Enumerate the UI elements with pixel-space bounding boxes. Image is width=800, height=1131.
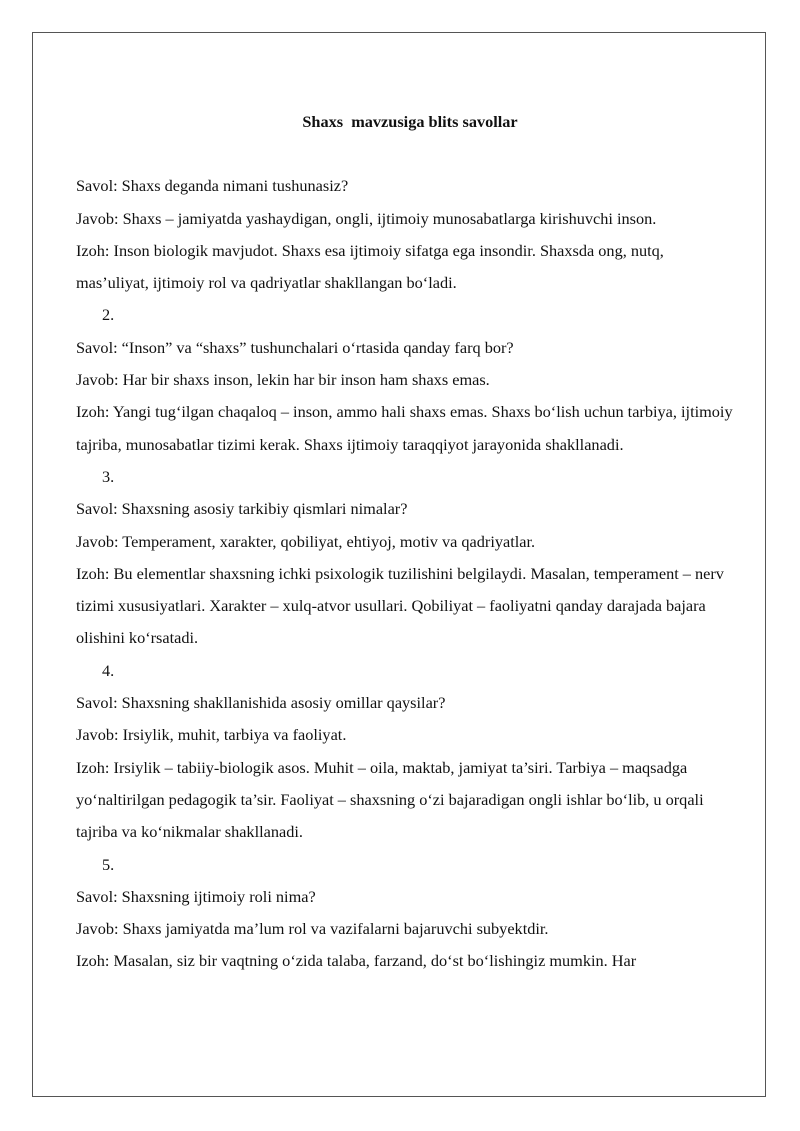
explanation-text: Izoh: Yangi tug‘ilgan chaqaloq – inson, ammo hali shaxs emas. Shaxs bo‘lish uchun tarbiya, ijtimoiy tajriba, munosabatlar tizimi kerak. Shaxs ijtimoiy taraqqiyot jarayonida shakllanadi. xyxy=(76,402,733,454)
document-title: Shaxs mavzusiga blits savollar xyxy=(302,112,518,131)
question-number: 4. xyxy=(102,660,115,680)
question-text: Savol: Shaxs deganda nimani tushunasiz? xyxy=(76,176,349,196)
question-text: Savol: Shaxsning shakllanishida asosiy omillar qaysilar? xyxy=(76,693,446,713)
answer-text: Javob: Shaxs – jamiyatda yashaydigan, ongli, ijtimoiy munosabatlarga kirishuvchi inson. xyxy=(76,208,657,228)
question-text: Savol: “Inson” va “shaxs” tushunchalari o‘rtasida qanday farq bor? xyxy=(76,337,514,357)
answer-text: Javob: Temperament, xarakter, qobiliyat, ehtiyoj, motiv va qadriyatlar. xyxy=(76,531,536,551)
answer-text: Javob: Har bir shaxs inson, lekin har bir inson ham shaxs emas. xyxy=(76,370,490,390)
explanation-text: Izoh: Inson biologik mavjudot. Shaxs esa ijtimoiy sifatga ega insondir. Shaxsda ong, nutq, mas’uliyat, ijtimoiy rol va qadriyatlar shakllangan bo‘ladi. xyxy=(76,240,664,293)
question-number: 3. xyxy=(102,466,115,486)
question-number: 2. xyxy=(102,305,115,325)
answer-text: Javob: Shaxs jamiyatda ma’lum rol va vazifalarni bajaruvchi subyektdir. xyxy=(76,919,549,939)
explanation-text: Izoh: Masalan, siz bir vaqtning o‘zida talaba, farzand, do‘st bo‘lishingiz mumkin. Har xyxy=(76,951,637,971)
question-text: Savol: Shaxsning asosiy tarkibiy qismlari nimalar? xyxy=(76,499,408,519)
question-number: 5. xyxy=(102,854,115,874)
answer-text: Javob: Irsiylik, muhit, tarbiya va faoliyat. xyxy=(76,725,347,745)
question-text: Savol: Shaxsning ijtimoiy roli nima? xyxy=(76,886,316,906)
explanation-text: Izoh: Bu elementlar shaxsning ichki psixologik tuzilishini belgilaydi. Masalan, temperament – nerv tizimi xususiyatlari. Xarakter – xulq-atvor usullari. Qobiliyat – faoliyatni qanday darajada bajara olishini ko‘rsatadi. xyxy=(76,563,724,648)
document-body xyxy=(76,106,736,978)
explanation-text: Izoh: Irsiylik – tabiiy-biologik asos. Muhit – oila, maktab, jamiyat ta’siri. Tarbiya – maqsadga yo‘naltirilgan pedagogik ta’sir. Faoliyat – shaxsning o‘zi bajaradigan ongli ishlar bo‘lib, u orqali tajriba va ko‘nikmalar shakllanadi. xyxy=(76,757,704,842)
